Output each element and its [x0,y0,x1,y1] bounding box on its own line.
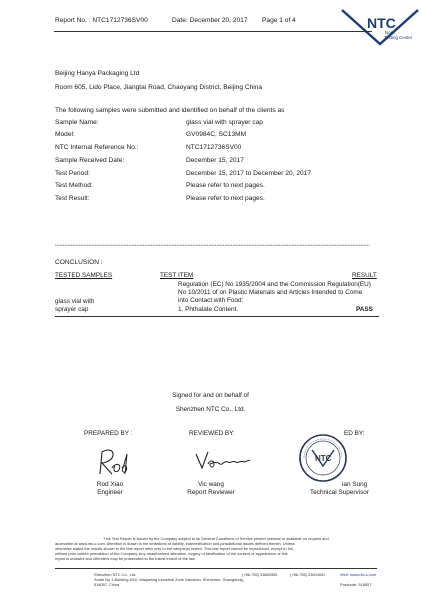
signature-vic-wang-icon [192,448,254,474]
signed-line: Signed for and on behalf of [172,392,249,399]
ntc-logo [340,4,420,48]
conclusion-rule [55,316,379,317]
detail-label: Model: [55,131,75,138]
detail-label: Test Period: [55,170,90,177]
detail-value: December 15, 2017 to December 20, 2017 [186,170,311,177]
logo-sub2: Testing Center [384,35,413,40]
page-indicator: Page 1 of 4 [262,17,296,24]
footer-postcode: Postcode: 518057 [340,582,372,587]
client-address: Room 605, Lido Place, Jiangtai Road, Chaoyang District, Beijing China [55,84,263,91]
detail-label: Sample Received Date: [55,157,125,164]
company-seal [298,433,348,483]
footer-rule [55,568,377,569]
prepared-role: Engineer [97,489,123,496]
disclaimer-line: accessible at www.ntc-c.com. Attention is drawn to the limitations of liability, indemnification and jurisdictional issues defined therein. Unless [55,541,295,546]
detail-label: Test Method: [55,182,93,189]
test-item-line: Regulation (EC) No 1935/2004 and the Commission Regulation(EU) [178,281,371,288]
col-test-item: TEST ITEM [160,272,194,279]
reviewed-name: Vic wang [198,481,224,488]
client-name: Beijing Hanya Packaging Ltd [55,70,140,77]
detail-label: Sample Name: [55,119,99,126]
detail-value: NTC1712736SV00 [186,144,242,151]
col-result: RESULT [352,272,377,279]
seal-text: NTC [315,454,332,463]
approved-name: ian Sung [342,481,368,488]
report-number: Report No. : NTC1712736SV00 [55,17,148,24]
col-tested-samples: TESTED SAMPLES [55,272,113,279]
footer-fax: (+86-755) 23004092 [290,572,326,577]
detail-value: December 15, 2017 [186,157,244,164]
test-item-line: into Contact with Food: [178,297,244,304]
prepared-name: Rod Xiao [96,481,124,488]
report-date: Date: December 20, 2017 [172,17,248,24]
conclusion-title: CONCLUSION : [55,259,103,266]
company-seal-icon [298,433,348,483]
detail-value: Please refer to next pages. [186,182,265,189]
prepared-by-label: PREPARED BY : [84,430,133,437]
test-item-line: No 10/2011 of on Plastic Materials and Articles Intended to Come [178,289,363,296]
signoff-company: Shenzhen NTC Co., Ltd. [175,406,246,413]
ntc-logo-icon [340,4,420,48]
detail-label: NTC Internal Reference No.: [55,144,139,151]
disclaimer-line: without prior written permission of the Company. Any unauthorized alteration, forgery or falsification of the content or appearance of this [55,551,288,556]
signature-vic-wang [192,448,254,474]
test-item-line: 1. Phthalate Content. [178,306,239,313]
footer-address-line: South No.1 Building M10, Maqueling Industrial Zone Nanshan, Shenzhen, Guangdong, [94,577,244,582]
header-rule [54,31,372,32]
detail-label: Test Result: [55,195,90,202]
logo-sub1: Nore [385,30,395,35]
footer-company: Shenzhen NTC Co., Ltd. [94,572,137,577]
logo-brand: NTC [367,15,396,31]
disclaimer [55,536,377,561]
disclaimer-line: This Test Report is issued by the Company subject to its General Conditions of Service printed overleaf or available on request and [103,536,329,541]
star-separator: ***************************************************************************************************************************************************************************************************** [55,244,370,248]
footer-web-link[interactable]: Web: www.ntc-c.com [340,572,377,577]
detail-value: GV0984C, SC13MM [186,131,247,138]
footer-address-line: 518057, China [94,582,120,587]
footer-phone: (+86-755) 33860355 [242,572,278,577]
disclaimer-line: report is unlawful and offenders may be prosecuted to the fullest extent of the law. [55,556,196,561]
reviewed-by-label: REVIEWED BY: [189,430,235,437]
intro-text: The following samples were submitted and identified on behalf of the clients as [55,107,285,114]
reviewed-role: Report Reviewer [187,489,235,496]
approved-role: Technical Supervisor [310,489,369,496]
approved-by-label: ED BY: [344,430,365,437]
tested-sample-line: glass vial with [55,298,95,305]
disclaimer-line: otherwise stated the results shown in the test report refer only to the sample(s) tested. This test report cannot be reproduced, except in full, [55,546,294,551]
detail-value: glass vial with sprayer cap [186,119,263,126]
detail-value: Please refer to next pages. [186,195,265,202]
signature-rod-xiao [92,444,134,480]
tested-sample-line: sprayer cap [55,306,89,313]
signature-rod-xiao-icon [92,444,134,480]
result-pass: PASS [356,306,373,313]
